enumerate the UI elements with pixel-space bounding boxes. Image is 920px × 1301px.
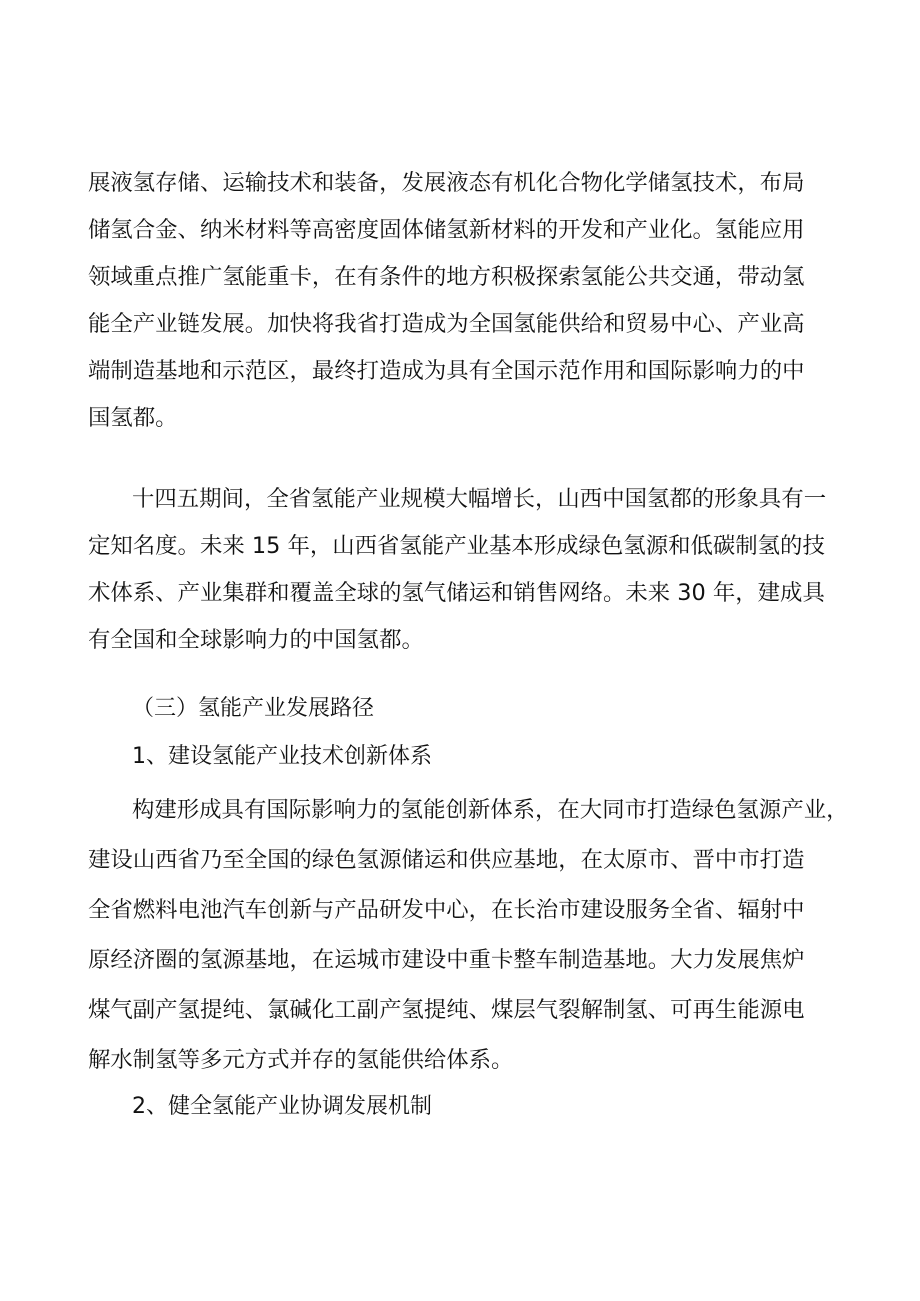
paragraph-line: 术体系、产业集群和覆盖全球的氢气储运和销售网络。未来 30 年，建成具 bbox=[88, 580, 825, 606]
subsection-heading: 2、健全氢能产业协调发展机制 bbox=[132, 1094, 432, 1119]
paragraph-line: 能全产业链发展。加快将我省打造成为全国氢能供给和贸易中心、产业高 bbox=[88, 311, 805, 337]
section-heading: （三）氢能产业发展路径 bbox=[132, 696, 375, 721]
paragraph-line: 煤气副产氢提纯、氯碱化工副产氢提纯、煤层气裂解制氢、可再生能源电 bbox=[88, 997, 805, 1023]
paragraph-line: 国氢都。 bbox=[88, 405, 178, 431]
paragraph-line: 定知名度。未来 15 年，山西省氢能产业基本形成绿色氢源和低碳制氢的技 bbox=[88, 533, 825, 559]
paragraph-line: 解水制氢等多元方式并存的氢能供给体系。 bbox=[88, 1047, 514, 1073]
paragraph-line: 全省燃料电池汽车创新与产品研发中心，在长治市建设服务全省、辐射中 bbox=[88, 897, 805, 923]
paragraph-line: 有全国和全球影响力的中国氢都。 bbox=[88, 627, 424, 653]
paragraph-line: 构建形成具有国际影响力的氢能创新体系，在大同市打造绿色氢源产业， bbox=[132, 797, 849, 823]
paragraph-line: 十四五期间，全省氢能产业规模大幅增长，山西中国氢都的形象具有一 bbox=[132, 486, 827, 512]
paragraph-line: 展液氢存储、运输技术和装备，发展液态有机化合物化学储氢技术，布局 bbox=[88, 170, 805, 196]
paragraph-line: 原经济圈的氢源基地，在运城市建设中重卡整车制造基地。大力发展焦炉 bbox=[88, 947, 805, 973]
subsection-heading: 1、建设氢能产业技术创新体系 bbox=[132, 744, 432, 769]
paragraph-line: 领域重点推广氢能重卡，在有条件的地方积极探索氢能公共交通，带动氢 bbox=[88, 264, 805, 290]
paragraph-line: 储氢合金、纳米材料等高密度固体储氢新材料的开发和产业化。氢能应用 bbox=[88, 217, 805, 243]
paragraph-line: 建设山西省乃至全国的绿色氢源储运和供应基地，在太原市、晋中市打造 bbox=[88, 847, 805, 873]
paragraph-line: 端制造基地和示范区，最终打造成为具有全国示范作用和国际影响力的中 bbox=[88, 358, 805, 384]
